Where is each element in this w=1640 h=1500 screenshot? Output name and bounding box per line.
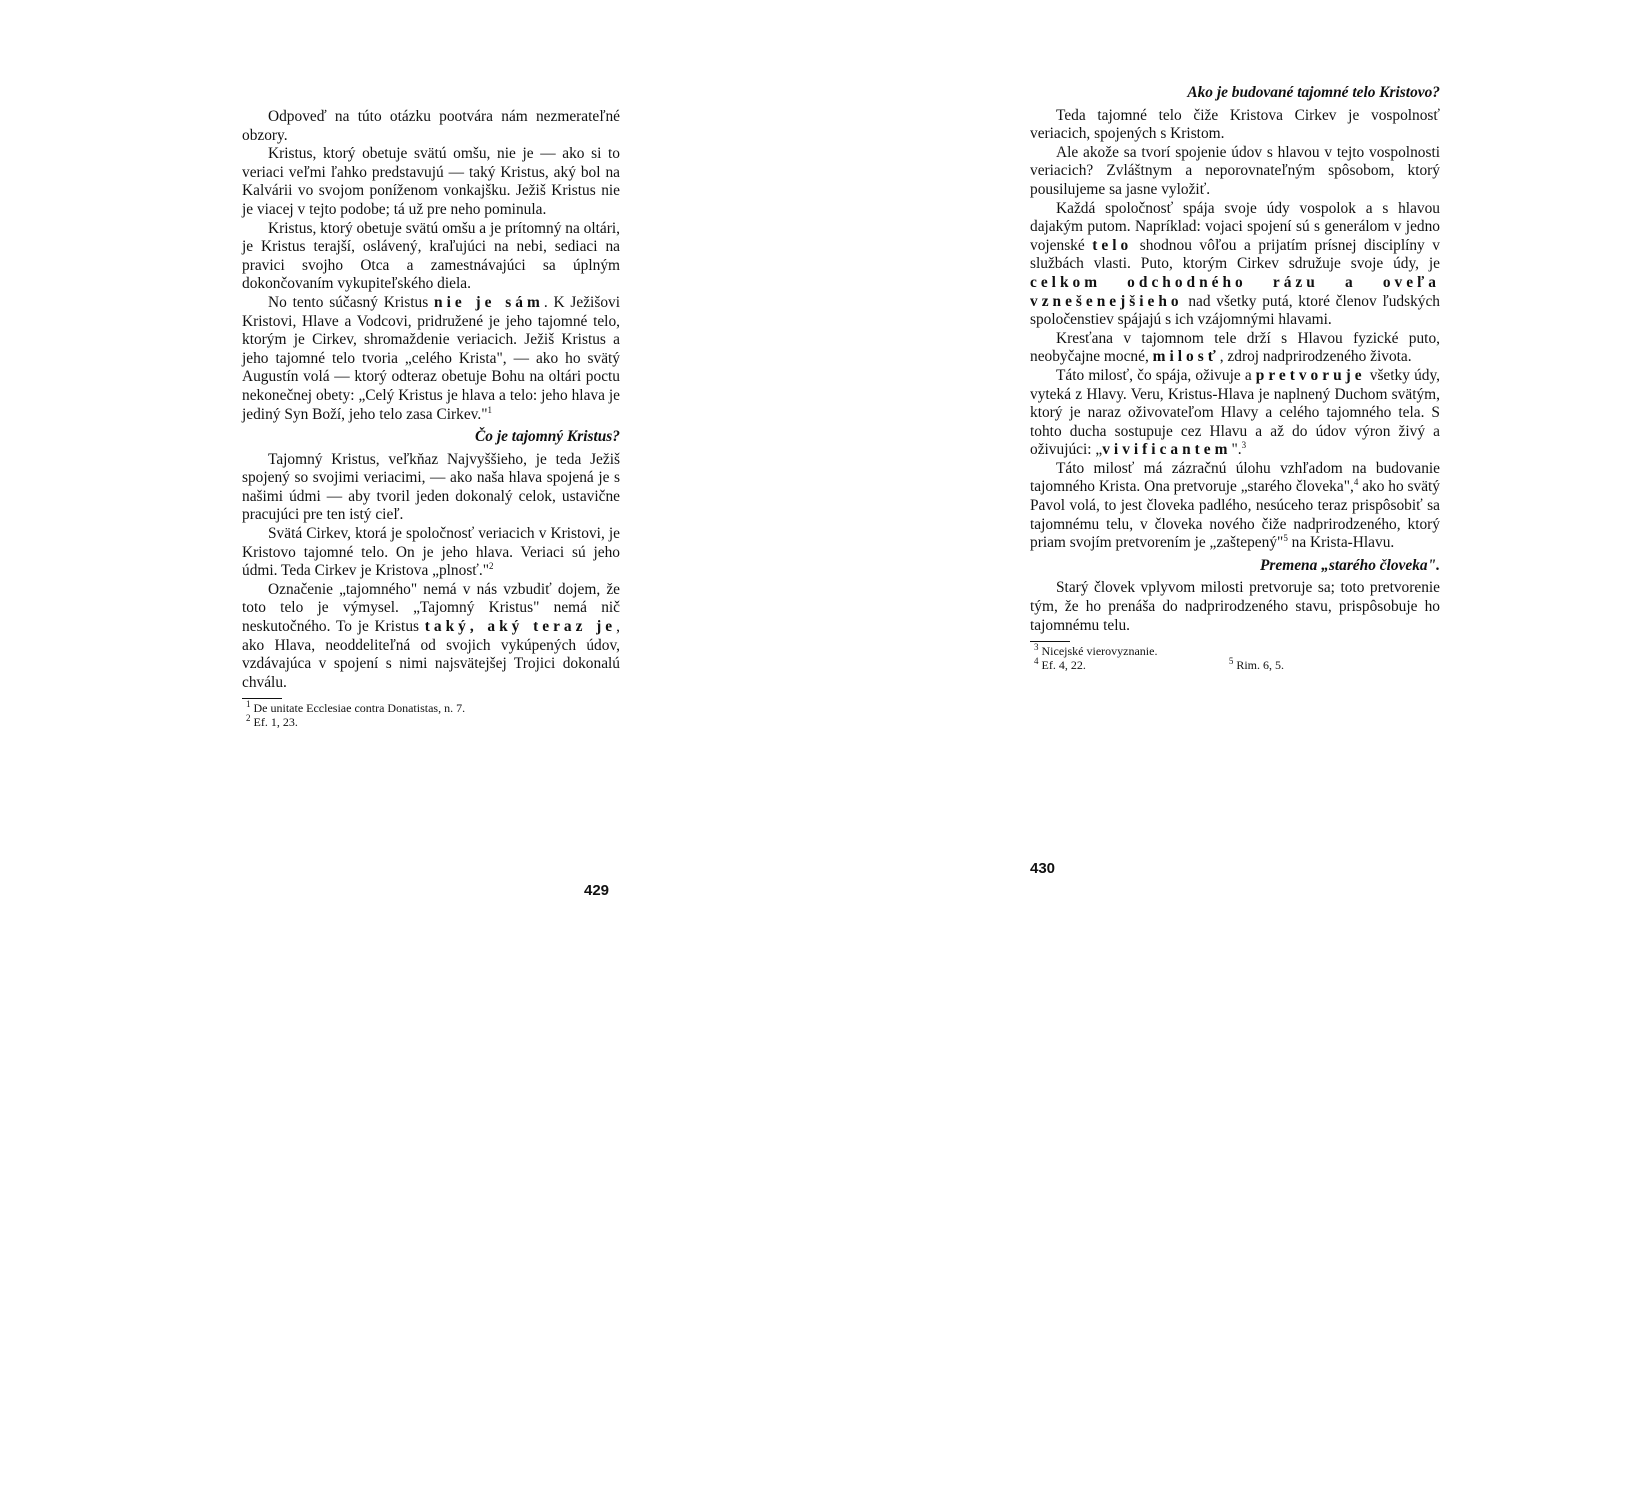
- footnote-ref: 2: [489, 561, 494, 572]
- footnote-number: 3: [1034, 642, 1039, 653]
- paragraph: Odpoveď na túto otázku pootvára nám nezmerateľné obzory.: [242, 108, 620, 144]
- text-run: Táto milosť, čo spája, oživuje a: [1056, 366, 1256, 384]
- footnote-number: 5: [1228, 656, 1234, 667]
- footnote-number: 2: [246, 713, 251, 724]
- emphasis-text: vivificantem: [1102, 441, 1232, 459]
- footnote: [1229, 658, 1284, 672]
- footnote-text: De unitate Ecclesiae contra Donatistas, n. 7.: [253, 701, 466, 716]
- paragraph: [242, 294, 620, 424]
- text-run: . K Ježišovi Kristovi, Hlave a Vodcovi, pridružené je jeho tajomné telo, ktorým je Cirkev, shromaždenie veriacich. Ježiš Kristus a jeho tajomné telo tvoria „celého Krista", — ako ho svätý Augustín volá — ktorý odteraz obetuje Bohu na oltári poctu nekonečnej obety: „Celý Kristus je hlava a telo: jeho hlava je jediný Syn Boží, jeho telo zasa Cirkev.": [242, 293, 620, 423]
- text-run: na Krista-Hlavu.: [1287, 534, 1395, 552]
- emphasis-text: celkom odchodného rázu a oveľa vznešenejšieho: [1030, 273, 1440, 310]
- text-run: Označenie „tajomného" nemá v nás vzbudiť dojem, že toto telo je výmysel. „Tajomný Kristus" nemá nič neskutočného. To je Kristus: [242, 580, 620, 636]
- paragraph: Tajomný Kristus, veľkňaz Najvyššieho, je teda Ježiš spojený so svojimi veriacimi, — ako naša hlava spojená je s našimi údmi — aby tvoril jeden dokonalý celok, ustavične pracujúci pre ten istý cieľ.: [242, 450, 620, 524]
- text-run: Táto milosť má zázračnú úlohu vzhľadom na budovanie tajomného Krista. Ona pretvoruje „starého človeka",: [1030, 459, 1440, 496]
- text-run: , zdroj nadprirodzeného života.: [1219, 348, 1412, 366]
- footnote-ref: 4: [1353, 477, 1359, 488]
- footnote: [242, 715, 620, 729]
- footnote-text: Ef. 4, 22.: [1041, 658, 1086, 673]
- paragraph: [1030, 367, 1440, 460]
- section-heading: Ako je budované tajomné telo Kristovo?: [1187, 84, 1440, 101]
- page-number: 430: [1030, 860, 1056, 877]
- footnote-text: Ef. 1, 23.: [253, 715, 298, 730]
- emphasis-text: pretvoruje: [1255, 366, 1366, 384]
- paragraph: [1030, 460, 1440, 553]
- footnote-text: Nicejské vierovyznanie.: [1041, 644, 1158, 659]
- text-run: ako ho svätý Pavol volá, to jest človeka padlého, nesúceho teraz prispôsobiť sa tajomnému telu, v človeka nového čiže nadprirodzeného, ktorý priam svojím pretvorením je „zaštepený": [1030, 478, 1440, 552]
- right-page: [1030, 84, 1440, 672]
- paragraph: [242, 581, 620, 693]
- footnote-number: 4: [1034, 656, 1039, 667]
- emphasis-text: milosť: [1152, 348, 1220, 366]
- paragraph: [1030, 330, 1440, 367]
- text-run: Každá spoločnosť spája svoje údy vospolok a s hlavou dajakým putom. Napríklad: vojaci spojení sú s generálom v jedno vojenské: [1030, 199, 1440, 254]
- emphasis-text: nie je sám: [434, 293, 544, 311]
- text-run: všetky údy, vyteká z Hlavy. Veru, Kristus-Hlava je naplnený Duchom svätým, ktorý je naraz oživovateľom Hlavy a celého tajomného tela. S tohto ducha sostupuje cez Hlavu a až do údov výron živý a oživujúci: „: [1030, 366, 1440, 459]
- page-number: 429: [584, 882, 610, 899]
- footnote-row: [1030, 658, 1284, 672]
- paragraph: [242, 525, 620, 581]
- footnote-ref: 3: [1241, 440, 1247, 451]
- paragraph: Kristus, ktorý obetuje svätú omšu, nie je — ako si to veriaci veľmi ľahko predstavujú — taký Kristus, aký bol na Kalvárii vo svojom poníženom vonkajšku. Ježiš Kristus nie je viacej v tejto podobe; tá už pre neho pominula.: [242, 145, 620, 218]
- text-run: ".: [1231, 441, 1242, 459]
- paragraph: Starý človek vplyvom milosti pretvoruje sa; toto pretvorenie tým, že ho prenáša do nadprirodzeného stavu, prispôsobuje ho tajomnému telu.: [1030, 579, 1440, 634]
- text-run: Kresťana v tajomnom tele drží s Hlavou fyzické puto, neobyčajne mocné,: [1030, 329, 1440, 366]
- emphasis-text: taký, aký teraz je: [424, 618, 617, 636]
- footnote: [1030, 644, 1440, 658]
- left-page: [242, 108, 620, 729]
- footnote-number: 1: [246, 699, 251, 710]
- paragraph: [1030, 200, 1440, 330]
- footnote: [1034, 658, 1086, 672]
- text-run: , ako Hlava, neoddeliteľná od svojich vykúpených údov, vzdávajúca v spojení s nimi najsvätejšej Trojici dokonalú chválu.: [242, 618, 620, 691]
- paragraph: Kristus, ktorý obetuje svätú omšu a je prítomný na oltári, je Kristus terajší, oslávený, kraľujúci na nebi, sediaci na pravici svojho Otca a zamestnávajúci sa úplným dokončovaním vykupiteľského diela.: [242, 219, 620, 293]
- text-run: Svätá Cirkev, ktorá je spoločnosť veriacich v Kristovi, je Kristovo tajomné telo. On je jeho hlava. Veriaci sú jeho údmi. Teda Cirkev je Kristova „plnosť.": [242, 525, 620, 580]
- footnote-ref: 1: [487, 404, 492, 415]
- text-run: nad všetky putá, ktoré členov ľudských spoločenstiev spájajú s ich vzájomnými hlavami.: [1030, 292, 1440, 329]
- paragraph: Teda tajomné telo čiže Kristova Cirkev je vospolnosť veriacich, spojených s Kristom.: [1030, 106, 1440, 143]
- footnote: [242, 701, 620, 715]
- text-run: shodnou vôľou a prijatím prísnej disciplíny v službách vlasti. Puto, ktorým Cirkev sdružuje svoje údy, je: [1030, 236, 1440, 273]
- section-heading: Premena „starého človeka".: [1260, 556, 1440, 574]
- footnote-ref: 5: [1283, 533, 1288, 544]
- paragraph: Ale akože sa tvorí spojenie údov s hlavou v tejto vospolnosti veriacich? Zvláštnym a neporovnateľným spôsobom, ktorý pousilujeme sa jasne vyložiť.: [1030, 143, 1440, 198]
- footnote-text: Rim. 6, 5.: [1236, 658, 1284, 673]
- emphasis-text: telo: [1092, 236, 1133, 254]
- section-heading: Čo je tajomný Kristus?: [475, 428, 620, 446]
- text-run: No tento súčasný Kristus: [268, 293, 435, 311]
